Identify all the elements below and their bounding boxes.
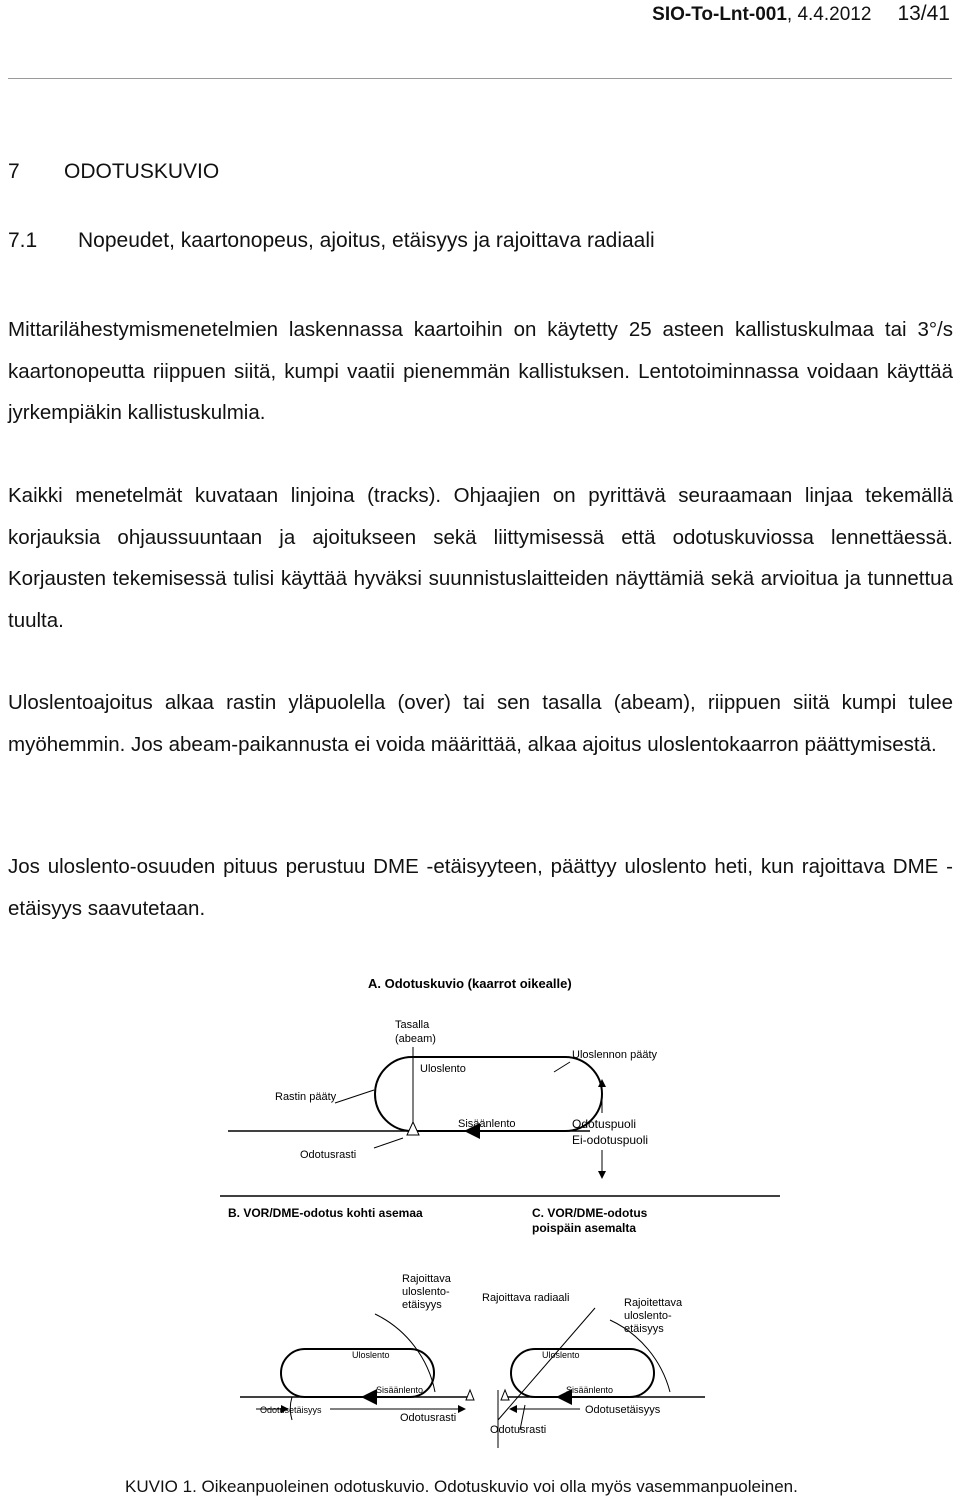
label-etaisyys: etäisyys	[402, 1299, 442, 1311]
station-triangle	[466, 1390, 474, 1400]
label-tasalla: Tasalla	[395, 1019, 430, 1031]
page-number: 13/41	[897, 2, 950, 25]
paragraph: Uloslentoajoitus alkaa rastin yläpuolella (over) tai sen tasalla (abeam), riippuen siitä kumpi tulee myöhemmin. Jos abeam-paikannusta ei voida määrittää, alkaa ajoitus uloslentokaarron päättymisestä.	[8, 691, 953, 756]
label-rastin-paaty: Rastin pääty	[275, 1091, 337, 1103]
paragraph: Kaikki menetelmät kuvataan linjoina (tracks). Ohjaajien on pyrittävä seuraamaan linjaa tekemällä korjauksia ohjaussuuntaan ja ajoitukseen sekä liittymisessä että odotuskuviossa lennettäessä. Korjausten tekemisessä tulisi käyttää hyväksi suunnistuslaitteiden näyttämiä sekä arvioitua ja tunnettua tuulta.	[8, 484, 953, 632]
panel-c-title-line2: poispäin asemalta	[532, 1221, 637, 1235]
subsection-heading	[8, 229, 655, 253]
panel-c-title-line1: C. VOR/DME-odotus	[532, 1206, 648, 1220]
holding-pattern-diagram	[180, 960, 800, 1455]
paragraph: Mittarilähestymismenetelmien laskennassa kaartoihin on käytetty 25 asteen kallistuskulmaa tai 3°/s kaartonopeutta riippuen siitä, kumpi vaatii pienemmän kallistuksen. Lentotoiminnassa voidaan käyttää jyrkempiäkin kallistuskulmia.	[8, 318, 953, 424]
label-sisaanlento: Sisäänlento	[376, 1385, 424, 1395]
label-odotuspuoli: Odotuspuoli	[572, 1117, 637, 1131]
subsection-title: Nopeudet, kaartonopeus, ajoitus, etäisyys ja rajoittava radiaali	[78, 229, 655, 252]
figure-caption: KUVIO 1. Oikeanpuoleinen odotuskuvio. Odotuskuvio voi olla myös vasemmanpuoleinen.	[125, 1477, 798, 1496]
label-uloslennon-paaty: Uloslennon pääty	[572, 1049, 658, 1061]
holding-fix-triangle	[407, 1122, 419, 1135]
subsection-number: 7.1	[8, 229, 38, 252]
panel-a	[228, 976, 658, 1178]
label-rajoittava-radiaali: Rajoittava radiaali	[482, 1292, 570, 1304]
panel-a-title: A. Odotuskuvio (kaarrot oikealle)	[368, 976, 572, 991]
panel-b	[228, 1206, 474, 1424]
label-uloslento: Uloslento	[352, 1350, 390, 1360]
label-odotusetaisyys: Odotusetäisyys	[585, 1404, 661, 1416]
label-odotusrasti: Odotusrasti	[490, 1424, 547, 1436]
label-odotusetaisyys: Odotusetäisyys	[260, 1405, 322, 1415]
section-title: ODOTUSKUVIO	[64, 160, 220, 183]
panel-c	[482, 1206, 705, 1448]
label-rajoittava: Rajoittava	[402, 1273, 451, 1285]
label-sisaanlento: Sisäänlento	[458, 1118, 516, 1130]
pointer-line	[374, 1138, 403, 1148]
label-uloslento: Uloslento	[420, 1063, 466, 1075]
label-ei-odotuspuoli: Ei-odotuspuoli	[572, 1133, 649, 1147]
label-uloslento-line: uloslento-	[624, 1310, 672, 1322]
station-triangle	[501, 1390, 509, 1400]
page-header	[652, 2, 950, 26]
label-odotusrasti: Odotusrasti	[400, 1412, 457, 1424]
paragraph: Jos uloslento-osuuden pituus perustuu DME -etäisyyteen, päättyy uloslento heti, kun rajoittava DME -etäisyys saavutetaan.	[8, 855, 953, 920]
label-sisaanlento: Sisäänlento	[566, 1385, 614, 1395]
pointer-line	[554, 1062, 570, 1072]
label-odotusrasti: Odotusrasti	[300, 1149, 357, 1161]
document-date: , 4.4.2012	[786, 4, 872, 25]
label-rajoittava: Rajoitettava	[624, 1297, 683, 1309]
section-number: 7	[8, 160, 20, 183]
panel-b-title: B. VOR/DME-odotus kohti asemaa	[228, 1206, 423, 1220]
pointer-line	[335, 1090, 374, 1103]
label-uloslento: Uloslento	[542, 1350, 580, 1360]
header-divider	[8, 78, 952, 79]
document-id: SIO-To-Lnt-001	[652, 4, 787, 25]
label-abeam: (abeam)	[395, 1033, 436, 1045]
label-uloslento-line: uloslento-	[402, 1286, 450, 1298]
section-heading	[8, 160, 219, 184]
label-etaisyys: etäisyys	[624, 1323, 664, 1335]
holding-pattern-figure	[180, 960, 800, 1455]
